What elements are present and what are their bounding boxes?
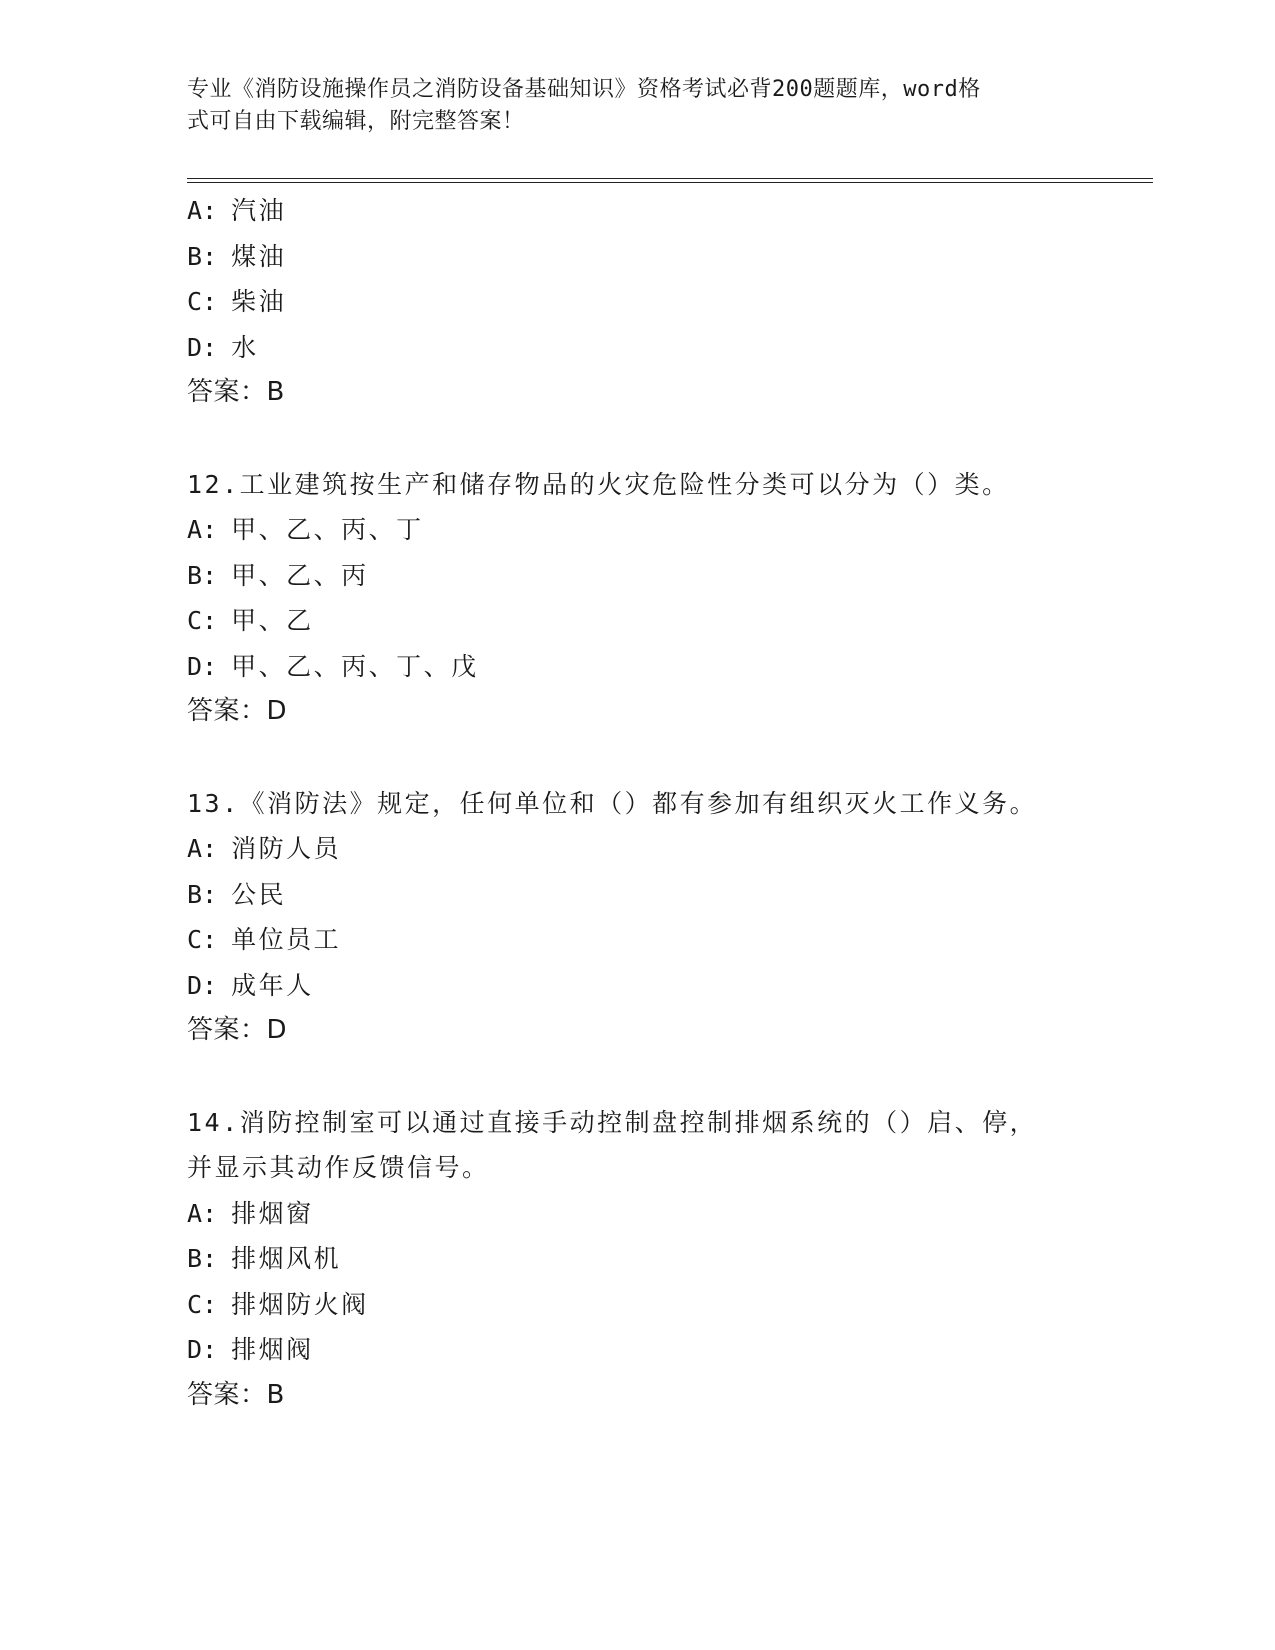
option-d: D: 水 bbox=[187, 332, 259, 362]
option-d: D: 排烟阀 bbox=[187, 1335, 314, 1364]
option-d: D: 成年人 bbox=[187, 970, 314, 1000]
option-a: A: 排烟窗 bbox=[187, 1198, 314, 1228]
option-b: B: 公民 bbox=[187, 879, 287, 909]
option-c: C: 甲、乙 bbox=[187, 606, 314, 635]
option-a: A: 汽油 bbox=[187, 196, 287, 225]
question-stem-line-1: 14.消防控制室可以通过直接手动控制盘控制排烟系统的（）启、停， bbox=[187, 1107, 1038, 1137]
option-c: C: 单位员工 bbox=[187, 925, 342, 954]
option-d: D: 甲、乙、丙、丁、戊 bbox=[187, 651, 479, 681]
answer-line: 答案：D bbox=[187, 1015, 288, 1045]
question-list bbox=[187, 188, 1153, 1418]
option-b: B: 排烟风机 bbox=[187, 1244, 342, 1273]
answer-line: 答案：B bbox=[187, 1379, 285, 1410]
header-line-2: 式可自由下载编辑，附完整答案！ bbox=[187, 109, 525, 134]
question-block-12 bbox=[187, 462, 1153, 735]
header-line-1: 专业《消防设施操作员之消防设备基础知识》资格考试必背200题题库，word格 bbox=[187, 77, 981, 102]
question-block-11 bbox=[187, 188, 1153, 416]
question-stem: 13.《消防法》规定，任何单位和（）都有参加有组织灭火工作义务。 bbox=[187, 788, 1038, 818]
header-divider-top bbox=[187, 178, 1153, 179]
question-block-14 bbox=[187, 1100, 1153, 1419]
option-b: B: 煤油 bbox=[187, 241, 287, 271]
option-c: C: 排烟防火阀 bbox=[187, 1289, 369, 1319]
option-c: C: 柴油 bbox=[187, 287, 287, 316]
question-stem-line-2: 并显示其动作反馈信号。 bbox=[187, 1153, 490, 1182]
answer-line: 答案：B bbox=[187, 377, 285, 407]
question-stem: 12.工业建筑按生产和储存物品的火灾危险性分类可以分为（）类。 bbox=[187, 469, 1010, 499]
option-a: A: 消防人员 bbox=[187, 834, 342, 863]
option-a: A: 甲、乙、丙、丁 bbox=[187, 515, 424, 544]
document-header bbox=[187, 74, 1067, 138]
header-divider-bottom bbox=[187, 182, 1153, 183]
option-b: B: 甲、乙、丙 bbox=[187, 560, 369, 590]
answer-line: 答案：D bbox=[187, 696, 288, 726]
question-block-13 bbox=[187, 781, 1153, 1054]
